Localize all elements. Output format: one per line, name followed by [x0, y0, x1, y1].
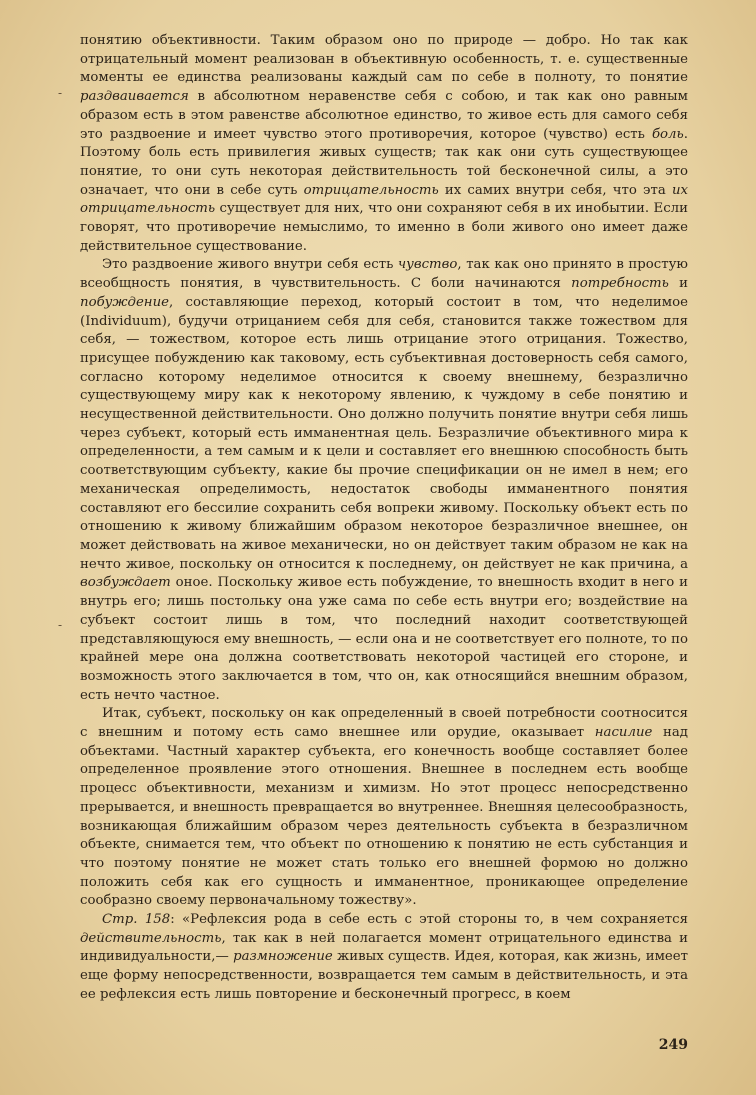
emphasis-text: насилие — [594, 725, 653, 741]
text-run: , так как оно принято в простую всеобщность понятия, в чувствительность. С боли начинаются — [80, 257, 688, 292]
text-run: над объектами. Частный характер субъекта, его конечность вообще составляет более определенное проявление этого отношения. Внешнее в последнем есть вообще процесс объективности, механизм и химизм. Но этот процесс непосредственно прерывается, и внешность превращается во внутреннее. Внешняя целесообразность, возникающая ближайшим образом через деятельность субъекта в безразличном объекте, снимается тем, что объект по отношению к понятию не есть субстанция и что поэтому понятие не может стать только его внешней формою но должно положить себя как его сущность и имманентное, проникающее определение сообразно своему первоначальному тожеству». — [80, 725, 688, 909]
emphasis-text: раздваивается — [80, 89, 189, 105]
text-run: их самих внутри себя, что эта — [438, 182, 672, 198]
text-run: оное. Поскольку живое есть побуждение, то внешность входит в него и внутрь его; лишь постольку она уже сама по себе есть внутри его; воздействие на субъект состоит лишь в том, что последний находит соответствующей представляющуюся ему внешность, — если она и не соответствует его полноте, то по крайней мере она должна соответствовать некоторой частицей его стороне, и возможность этого заключается в том, что он, как относящийся внешним образом, есть нечто частное. — [80, 575, 689, 703]
paragraph — [80, 911, 688, 1005]
page-number: 249 — [658, 1037, 688, 1053]
text-run: : «Рефлексия рода в себе есть с этой стороны то, в чем сохраняется — [170, 912, 688, 928]
emphasis-text: их отрицательность — [80, 182, 689, 217]
text-run: . Поэтому боль есть привилегия живых существ; так как они суть существующее понятие, то они суть некоторая действительность той бесконечной силы, а это означает, что они в себе суть — [80, 126, 688, 198]
margin-mark: ‐ — [58, 618, 63, 632]
paragraph — [80, 32, 688, 256]
text-run: Это раздвоение живого внутри себя есть — [102, 257, 398, 273]
text-run: , так как в ней полагается момент отрицательного единства и индивидуальности,— — [80, 930, 688, 965]
text-run: Итак, субъект, поскольку он как определенный в своей потребности соотносится с внешним и потому есть само внешнее или орудие, оказывает — [80, 706, 688, 741]
emphasis-text: размножение — [233, 949, 333, 965]
text-run: , составляющие переход, который состоит в том, что неделимое (Individuum), будучи отрицанием себя для себя, становится также тожеством для себя, — тожеством, которое есть лишь отрицание этого отрицания. Тожество, присущее побуждению как таковому, есть субъективная достоверность себя самого, согласно которому неделимое относится к своему внешнему, безразлично существующему миру как к некоторому явлению, к чуждому в себе понятию и несущественной действительности. Оно должно получить понятие внутри себя лишь через субъект, который есть имманентная цель. Безразличие объективного мира к определенности, а тем самым и к цели и составляет его внешнюю способность быть соответствующим субъекту, какие бы прочие спецификации он не имел в нем; его механическая определимость, недостаток свободы имманентного понятия составляют его бессилие сохранить себя вопреки живому. Поскольку объект есть по отношению к живому ближайшим образом некоторое безразличное внешнее, он может действовать на живое механически, но он действует таким образом не как на нечто живое, поскольку он относится к последнему, он действует не как причина, а — [80, 294, 688, 572]
paragraph — [80, 705, 688, 911]
emphasis-text: боль — [651, 126, 684, 142]
text-run: понятию объективности. Таким образом оно по природе — добро. Но так как отрицательный момент реализован в объективную особенность, т. е. существенные моменты ее единства реализованы каждый сам по себе в полноту, то понятие — [80, 33, 688, 86]
emphasis-text: действительность — [80, 930, 222, 946]
emphasis-text: потребность — [571, 276, 669, 292]
text-run: существует для них, что они сохраняют себя в их инобытии. Если говорят, что противоречие немыслимо, то именно в боли живого оно имеет даже действительное существование. — [80, 201, 688, 254]
page-text — [80, 32, 688, 1005]
emphasis-text: Стр. 158 — [102, 912, 171, 928]
emphasis-text: чувство — [397, 257, 458, 273]
emphasis-text: побуждение — [80, 294, 170, 310]
text-run: живых существ. Идея, которая, как жизнь, имеет еще форму непосредственности, возвращается тем самым в действительность, и эта ее рефлексия есть лишь повторение и бесконечный прогресс, в коем — [80, 949, 689, 1002]
emphasis-text: отрицательность — [303, 182, 439, 198]
text-run: в абсолютном неравенстве себя с собою, и так как оно равным образом есть в этом равенстве абсолютное единство, то живое есть для самого себя это раздвоение и имеет чувство этого противоречия, которое (чувство) есть — [80, 89, 688, 142]
emphasis-text: возбуждает — [80, 575, 171, 591]
margin-mark: ‐ — [58, 86, 63, 100]
text-run: и — [668, 276, 688, 292]
paragraph — [80, 256, 688, 705]
